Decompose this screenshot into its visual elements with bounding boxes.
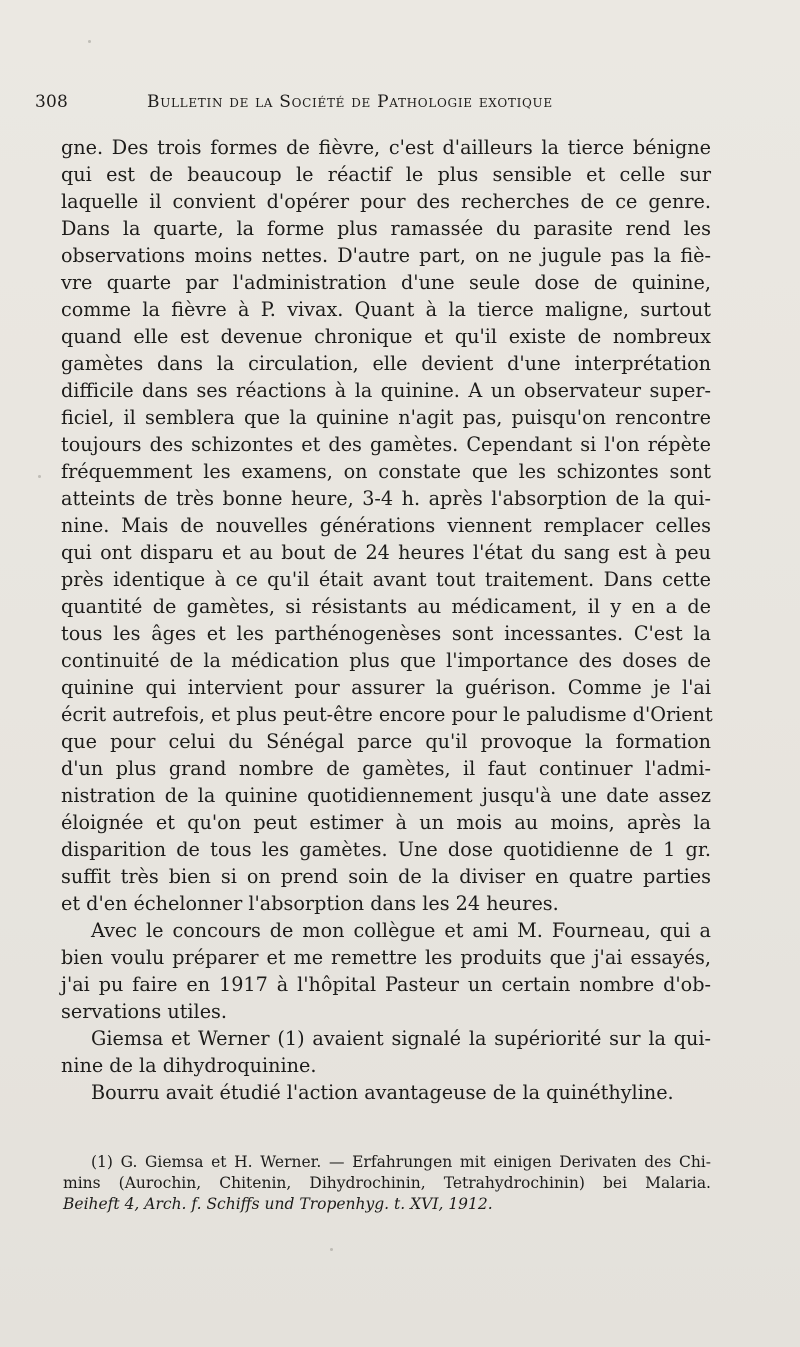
page-number: 308: [35, 92, 69, 112]
body-text-line: Giemsa et Werner (1) avaient signalé la supériorité sur la qui-: [91, 1027, 711, 1050]
body-text-line: gne. Des trois formes de fièvre, c'est d'ailleurs la tierce bénigne: [61, 136, 711, 159]
footnotes: [63, 1152, 711, 1215]
body-text-line: nine de la dihydroquinine.: [61, 1054, 317, 1077]
body-text-line: ficiel, il semblera que la quinine n'agit pas, puisqu'on rencontre: [61, 406, 711, 429]
body-text-line: d'un plus grand nombre de gamètes, il faut continuer l'admi-: [61, 757, 711, 780]
body-text-line: Dans la quarte, la forme plus ramassée du parasite rend les: [61, 217, 711, 240]
footnote-line: mins (Aurochin, Chitenin, Dihydrochinin, Tetrahydrochinin) bei Malaria.: [63, 1174, 711, 1192]
body-text-line: bien voulu préparer et me remettre les produits que j'ai essayés,: [61, 946, 711, 969]
body-text-line: que pour celui du Sénégal parce qu'il provoque la formation: [61, 730, 711, 753]
running-header: [35, 92, 715, 120]
body-text: [61, 134, 711, 1106]
body-text-line: Avec le concours de mon collègue et ami M. Fourneau, qui a: [91, 919, 711, 942]
paper-speck: [38, 475, 41, 478]
body-text-line: atteints de très bonne heure, 3-4 h. après l'absorption de la qui-: [61, 487, 711, 510]
body-text-line: continuité de la médication plus que l'importance des doses de: [61, 649, 711, 672]
running-title: Bulletin de la Société de Pathologie exotique: [147, 92, 553, 112]
paper-speck: [330, 1248, 333, 1251]
body-text-line: suffit très bien si on prend soin de la diviser en quatre parties: [61, 865, 711, 888]
body-text-line: vre quarte par l'administration d'une seule dose de quinine,: [61, 271, 711, 294]
body-text-line: et d'en échelonner l'absorption dans les 24 heures.: [61, 892, 559, 915]
body-text-line: quand elle est devenue chronique et qu'il existe de nombreux: [61, 325, 711, 348]
body-text-line: observations moins nettes. D'autre part, on ne jugule pas la fiè-: [61, 244, 711, 267]
body-text-line: tous les âges et les parthénogenèses sont incessantes. C'est la: [61, 622, 711, 645]
body-text-line: servations utiles.: [61, 1000, 227, 1023]
body-text-line: toujours des schizontes et des gamètes. Cependant si l'on répète: [61, 433, 711, 456]
body-text-line: comme la fièvre à P. vivax. Quant à la tierce maligne, surtout: [61, 298, 711, 321]
paper-speck: [88, 40, 91, 43]
body-text-line: difficile dans ses réactions à la quinine. A un observateur super-: [61, 379, 711, 402]
body-text-line: fréquemment les examens, on constate que les schizontes sont: [61, 460, 711, 483]
body-text-line: quinine qui intervient pour assurer la guérison. Comme je l'ai: [61, 676, 711, 699]
body-text-line: nine. Mais de nouvelles générations viennent remplacer celles: [61, 514, 711, 537]
body-text-line: gamètes dans la circulation, elle devient d'une interprétation: [61, 352, 711, 375]
body-text-line: Bourru avait étudié l'action avantageuse de la quinéthyline.: [91, 1081, 674, 1104]
body-text-line: laquelle il convient d'opérer pour des recherches de ce genre.: [61, 190, 711, 213]
body-text-line: près identique à ce qu'il était avant tout traitement. Dans cette: [61, 568, 711, 591]
body-text-line: éloignée et qu'on peut estimer à un mois au moins, après la: [61, 811, 711, 834]
body-text-line: nistration de la quinine quotidiennement jusqu'à une date assez: [61, 784, 711, 807]
footnote-line: (1) G. Giemsa et H. Werner. — Erfahrungen mit einigen Derivaten des Chi-: [91, 1153, 711, 1171]
body-text-line: disparition de tous les gamètes. Une dose quotidienne de 1 gr.: [61, 838, 711, 861]
body-text-line: écrit autrefois, et plus peut-être encore pour le paludisme d'Orient: [61, 703, 713, 726]
body-text-line: qui est de beaucoup le réactif le plus sensible et celle sur: [61, 163, 711, 186]
footnote-line: Beiheft 4, Arch. f. Schiffs und Tropenhyg. t. XVI, 1912.: [63, 1195, 493, 1213]
body-text-line: qui ont disparu et au bout de 24 heures l'état du sang est à peu: [61, 541, 711, 564]
body-text-line: quantité de gamètes, si résistants au médicament, il y en a de: [61, 595, 711, 618]
body-text-line: j'ai pu faire en 1917 à l'hôpital Pasteur un certain nombre d'ob-: [61, 973, 711, 996]
